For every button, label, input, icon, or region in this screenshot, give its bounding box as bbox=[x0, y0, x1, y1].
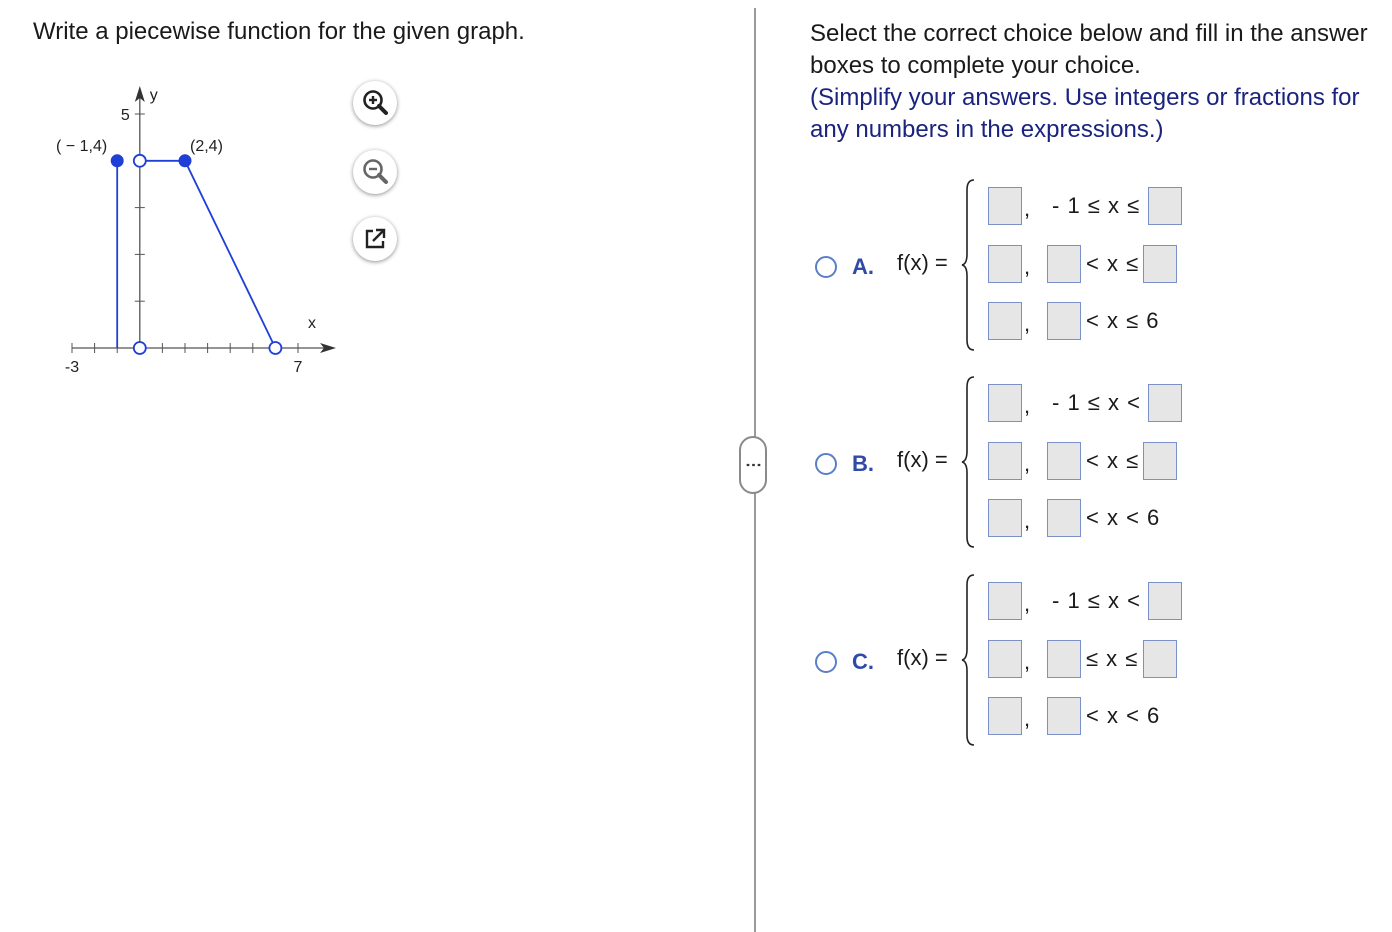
c-row1-expr-box[interactable] bbox=[988, 582, 1022, 620]
x-axis-label: x bbox=[308, 315, 316, 332]
a-row2-lower-box[interactable] bbox=[1047, 245, 1081, 283]
zoom-in-icon bbox=[360, 88, 390, 118]
a-row1-inequality: - 1 ≤ x ≤ bbox=[1052, 193, 1141, 218]
b-row2-inequality: < x ≤ bbox=[1086, 448, 1140, 473]
c-row3-comma: , bbox=[1024, 706, 1031, 731]
open-point bbox=[269, 342, 281, 354]
choice-a-radio[interactable] bbox=[815, 256, 837, 278]
c-row3-expr-box[interactable] bbox=[988, 697, 1022, 735]
b-row3-comma: , bbox=[1024, 508, 1031, 533]
zoom-out-button[interactable] bbox=[353, 150, 397, 194]
b-row2-lower-box[interactable] bbox=[1047, 442, 1081, 480]
choice-c-brace bbox=[960, 573, 990, 747]
question-prompt: Write a piecewise function for the given graph. bbox=[33, 18, 525, 45]
choice-c-radio[interactable] bbox=[815, 651, 837, 673]
a-row3-inequality: < x ≤ 6 bbox=[1086, 308, 1160, 333]
divider-handle[interactable] bbox=[739, 436, 767, 494]
choice-a-brace bbox=[960, 178, 990, 352]
closed-point bbox=[179, 154, 192, 167]
y-tick-label: 5 bbox=[120, 107, 130, 124]
b-row1-upper-box[interactable] bbox=[1148, 384, 1182, 422]
choice-a-letter: A. bbox=[852, 254, 874, 279]
a-row1-comma: , bbox=[1024, 196, 1031, 221]
choice-c-fx: f(x) = bbox=[897, 645, 948, 670]
a-row3-expr-box[interactable] bbox=[988, 302, 1022, 340]
popout-button[interactable] bbox=[353, 217, 397, 261]
a-row2-comma: , bbox=[1024, 254, 1031, 279]
y-axis-label: y bbox=[149, 87, 158, 104]
instruction-note: (Simplify your answers. Use integers or fractions for any numbers in the expressions.) bbox=[810, 84, 1360, 143]
c-row1-upper-box[interactable] bbox=[1148, 582, 1182, 620]
b-row3-expr-box[interactable] bbox=[988, 499, 1022, 537]
graph-segment bbox=[185, 161, 275, 348]
choice-a-fx: f(x) = bbox=[897, 250, 948, 275]
b-row1-comma: , bbox=[1024, 393, 1031, 418]
closed-point bbox=[111, 154, 124, 167]
c-row3-inequality: < x < 6 bbox=[1086, 703, 1161, 728]
c-row2-upper-box[interactable] bbox=[1143, 640, 1177, 678]
c-row2-expr-box[interactable] bbox=[988, 640, 1022, 678]
open-point bbox=[134, 155, 146, 167]
a-row2-upper-box[interactable] bbox=[1143, 245, 1177, 283]
choice-b-radio[interactable] bbox=[815, 453, 837, 475]
b-row1-inequality: - 1 ≤ x < bbox=[1052, 390, 1141, 415]
a-row2-expr-box[interactable] bbox=[988, 245, 1022, 283]
a-row3-lower-box[interactable] bbox=[1047, 302, 1081, 340]
c-row2-inequality: ≤ x ≤ bbox=[1086, 646, 1139, 671]
piecewise-graph bbox=[40, 78, 350, 378]
b-row3-lower-box[interactable] bbox=[1047, 499, 1081, 537]
x-min-label: -3 bbox=[64, 359, 80, 376]
instructions bbox=[810, 18, 1380, 146]
b-row1-expr-box[interactable] bbox=[988, 384, 1022, 422]
point-label: (2,4) bbox=[190, 137, 223, 155]
instruction-main: Select the correct choice below and fill in the answer boxes to complete your choice. bbox=[810, 20, 1368, 79]
external-link-icon bbox=[362, 226, 388, 252]
c-row3-lower-box[interactable] bbox=[1047, 697, 1081, 735]
choice-c-letter: C. bbox=[852, 649, 874, 674]
zoom-out-icon bbox=[360, 157, 390, 187]
a-row1-upper-box[interactable] bbox=[1148, 187, 1182, 225]
a-row1-expr-box[interactable] bbox=[988, 187, 1022, 225]
b-row2-comma: , bbox=[1024, 451, 1031, 476]
c-row1-inequality: - 1 ≤ x < bbox=[1052, 588, 1141, 613]
c-row2-comma: , bbox=[1024, 649, 1031, 674]
choice-b-letter: B. bbox=[852, 451, 874, 476]
c-row2-lower-box[interactable] bbox=[1047, 640, 1081, 678]
drag-handle-icon: ⋮ bbox=[744, 457, 762, 473]
zoom-in-button[interactable] bbox=[353, 81, 397, 125]
choice-b-fx: f(x) = bbox=[897, 447, 948, 472]
b-row2-expr-box[interactable] bbox=[988, 442, 1022, 480]
b-row2-upper-box[interactable] bbox=[1143, 442, 1177, 480]
choice-b-brace bbox=[960, 375, 990, 549]
b-row3-inequality: < x < 6 bbox=[1086, 505, 1161, 530]
open-point bbox=[134, 342, 146, 354]
point-label: ( − 1,4) bbox=[56, 137, 108, 155]
c-row1-comma: , bbox=[1024, 591, 1031, 616]
a-row3-comma: , bbox=[1024, 311, 1031, 336]
x-max-label: 7 bbox=[293, 359, 303, 376]
a-row2-inequality: < x ≤ bbox=[1086, 251, 1140, 276]
